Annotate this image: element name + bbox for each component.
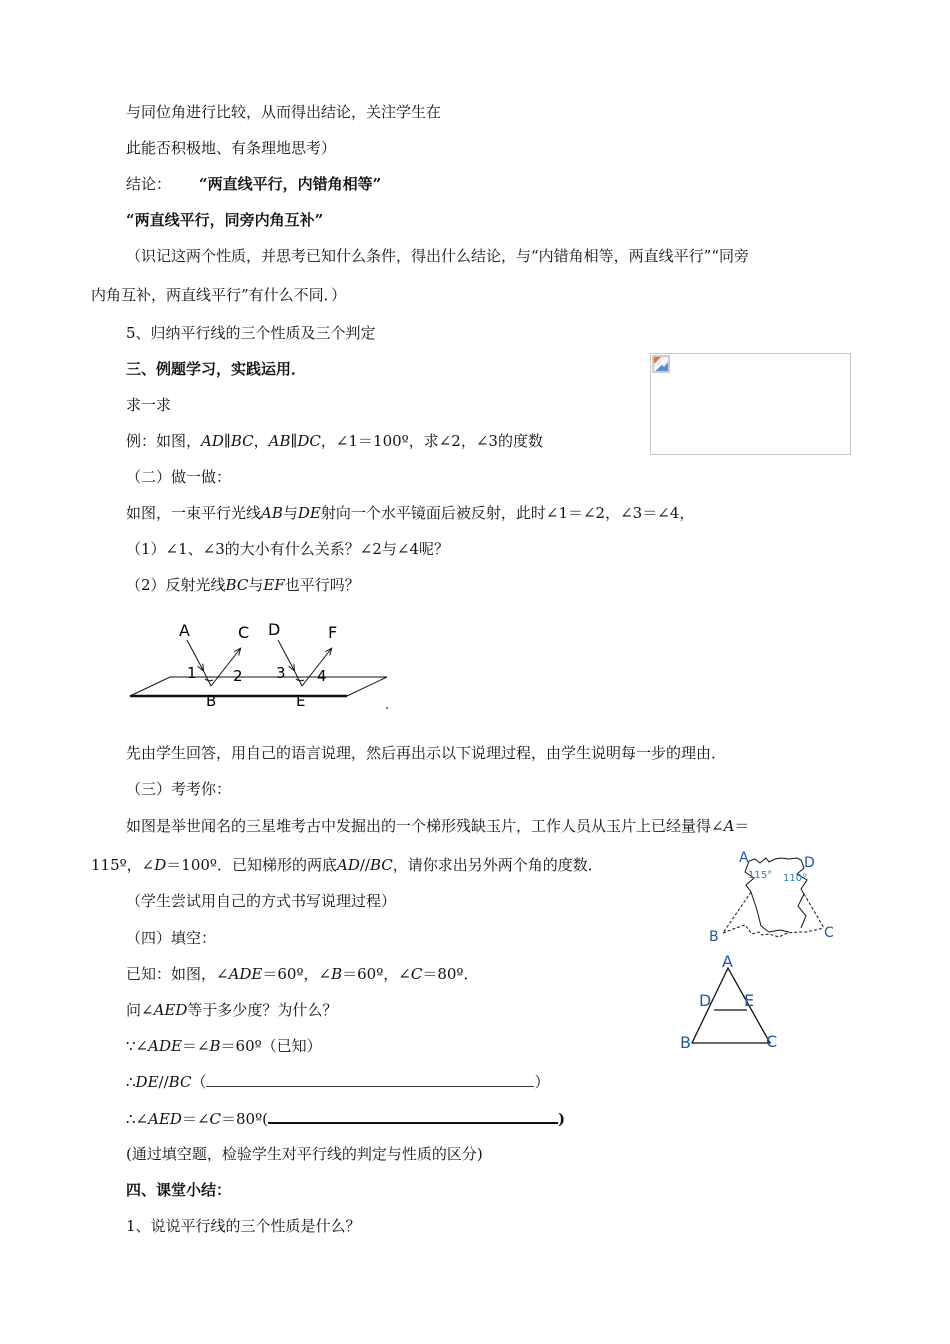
conclusion-property-1: “两直线平行，内错角相等” (199, 175, 382, 193)
parallel-symbol: // (158, 1073, 169, 1091)
paren-close: ） (534, 1073, 550, 1091)
jade-equals: ＝ (734, 817, 750, 835)
angle-c: C (410, 965, 423, 983)
angle-ade: ADE (148, 1037, 182, 1055)
light-pre: 如图，一束平行光线 (126, 504, 262, 522)
q2-post: 也平行吗？ (284, 576, 360, 594)
segment-bc: BC (168, 1073, 192, 1091)
step1-mid: ＝∠ (181, 1037, 210, 1055)
segment-de: DE (135, 1073, 159, 1091)
step2-pre: ∴ (126, 1073, 136, 1091)
section-heading-3: 三、例题学习，实践运用． (126, 360, 307, 378)
segment-bc: BC (230, 432, 254, 450)
example-rest: ，∠1＝100º，求∠2，∠3的度数 (320, 432, 543, 450)
angle-aed: AED (148, 1110, 182, 1128)
segment-ab: AB (268, 432, 291, 450)
known-line (126, 964, 478, 984)
summary-item-1: 1、说说平行线的三个性质是什么？ (126, 1217, 361, 1235)
question-1: （1）∠1、∠3的大小有什么关系？∠2与∠4呢？ (126, 540, 449, 558)
triangle-figure (678, 948, 788, 1053)
mirror-plane (130, 677, 387, 696)
parallel-symbol: ∥ (290, 432, 298, 450)
label-angle-3: 3 (276, 664, 286, 682)
label-c: C (238, 623, 250, 642)
light-post: 射向一个水平镜面后被反射，此时∠1＝∠2，∠3＝∠4， (320, 504, 695, 522)
angle-arc (296, 679, 304, 681)
segment-dc: DC (297, 432, 321, 450)
conclusion-property-2: “两直线平行，同旁内角互补” (126, 211, 324, 229)
step-1 (126, 1036, 322, 1056)
label-a: A (179, 621, 190, 640)
mirror-reflection-figure (125, 612, 395, 712)
jade-pre: 如图是举世闻名的三星堆考古中发掘出的一个梯形残缺玉片，工作人员从玉片上已经量得∠ (126, 817, 724, 835)
question-2 (126, 575, 360, 595)
jade-l2-post: ，请你求出另外两个角的度数． (392, 856, 603, 874)
jade-l2-pre: 115º，∠ (91, 856, 155, 874)
angle-aed: AED (153, 1001, 188, 1019)
try-note: （学生尝试用自己的方式书写说理过程） (126, 892, 397, 910)
ray-bc: BC (225, 576, 249, 594)
ray-de-end (294, 670, 302, 686)
tri-label-c: C (766, 1032, 778, 1051)
item-5: 5、归纳平行线的三个性质及三个判定 (126, 324, 376, 342)
jade-angle-a-label: 115° (748, 870, 773, 881)
tri-label-d: D (699, 991, 712, 1010)
tri-label-a: A (722, 952, 733, 971)
label-angle-2: 2 (233, 667, 243, 685)
paragraph-line: 此能否积极地、有条理地思考） (126, 139, 337, 157)
label-angle-4: 4 (317, 667, 327, 685)
step-3 (126, 1108, 565, 1129)
label-angle-1: 1 (187, 664, 197, 682)
light-mid: 与 (282, 504, 298, 522)
subheading-qiu: 求一求 (126, 396, 172, 414)
angle-arc (205, 679, 213, 681)
subheading-3: （三）考考你： (126, 780, 232, 798)
parallel-symbol: // (359, 856, 370, 874)
angle-a: A (723, 817, 735, 835)
fill-note: (通过填空题，检验学生对平行线的判定与性质的区分) (126, 1145, 483, 1163)
answer-line: 先由学生回答，用自己的语言说理，然后再出示以下说理过程，由学生说明每一步的理由． (126, 744, 727, 762)
step-2 (126, 1072, 549, 1092)
ray-de: DE (297, 504, 321, 522)
ask-line (126, 1000, 337, 1020)
conclusion-label: 结论： (126, 175, 172, 193)
parallel-symbol: ∥ (223, 432, 231, 450)
known-m1: ＝60º，∠ (262, 965, 332, 983)
jade-top-edge-left (749, 858, 781, 863)
jade-l2-mid: ＝100º．已知梯形的两底 (166, 856, 337, 874)
label-b: B (206, 692, 217, 710)
segment-ad: AD (201, 432, 224, 450)
broken-image-icon (652, 355, 670, 373)
ray-ab: AB (261, 504, 283, 522)
example-line (126, 431, 543, 451)
example-prefix: 例：如图， (126, 432, 202, 450)
label-d: D (268, 620, 281, 639)
angle-b: B (331, 965, 343, 983)
label-f: F (328, 623, 338, 642)
step3-pre: ∴∠ (126, 1110, 149, 1128)
segment-bc: BC (369, 856, 393, 874)
angle-c: C (209, 1110, 221, 1128)
jade-label-b: B (709, 929, 719, 945)
jade-label-d: D (804, 855, 815, 871)
jade-line-1 (126, 816, 749, 836)
known-pre: 已知：如图，∠ (126, 965, 229, 983)
light-line (126, 503, 694, 523)
jade-label-c: C (824, 925, 834, 941)
angle-ade: ADE (228, 965, 263, 983)
paren-open: ( (262, 1110, 268, 1128)
note-line-1: （识记这两个性质，并思考已知什么条件，得出什么结论，与“内错角相等，两直线平行”“同旁 (126, 247, 750, 265)
jade-trapezoid-figure (705, 848, 840, 946)
angle-b: B (209, 1037, 221, 1055)
label-e: E (296, 692, 306, 710)
jade-line-2 (91, 855, 603, 875)
segment-ad: AD (336, 856, 360, 874)
q2-mid: 与 (248, 576, 264, 594)
known-m2: ＝60º，∠ (342, 965, 411, 983)
step1-pre: ∵∠ (126, 1037, 149, 1055)
step3-mid: ＝∠ (181, 1110, 210, 1128)
conclusion-line (126, 174, 381, 194)
comma: ， (253, 432, 269, 450)
jade-label-a: A (739, 850, 749, 866)
step3-post: ＝80º (221, 1110, 263, 1128)
ray-ef: EF (263, 576, 285, 594)
ask-pre: 问∠ (126, 1001, 154, 1019)
stray-dot (386, 707, 388, 709)
tri-label-b: B (680, 1033, 691, 1052)
step1-post: ＝60º（已知） (220, 1037, 322, 1055)
paren-open: （ (191, 1073, 207, 1091)
angle-d: D (154, 856, 167, 874)
jade-angle-d-label: 110° (783, 873, 808, 884)
known-post: ＝80º． (422, 965, 479, 983)
paren-close: ) (558, 1110, 566, 1128)
reason-blank-2[interactable] (268, 1108, 558, 1124)
jade-missing-right (804, 894, 824, 928)
ray-ab-end (203, 670, 211, 686)
jade-bottom-solid (751, 892, 789, 932)
jade-top-edge-right (781, 858, 801, 860)
paragraph-line: 与同位角进行比较，从而得出结论，关注学生在 (126, 103, 442, 121)
reason-blank-1[interactable] (206, 1072, 534, 1087)
tri-label-e: E (744, 991, 755, 1010)
subheading-4: （四）填空： (126, 929, 217, 947)
ask-post: 等于多少度？为什么？ (187, 1001, 338, 1019)
q2-pre: （2）反射光线 (126, 576, 226, 594)
note-line-2: 内角互补，两直线平行”有什么不同．） (91, 286, 347, 304)
subheading-2: （二）做一做： (126, 468, 232, 486)
section-heading-4: 四、课堂小结： (126, 1181, 232, 1199)
missing-image-placeholder (650, 353, 851, 455)
jade-right-solid (798, 894, 806, 928)
